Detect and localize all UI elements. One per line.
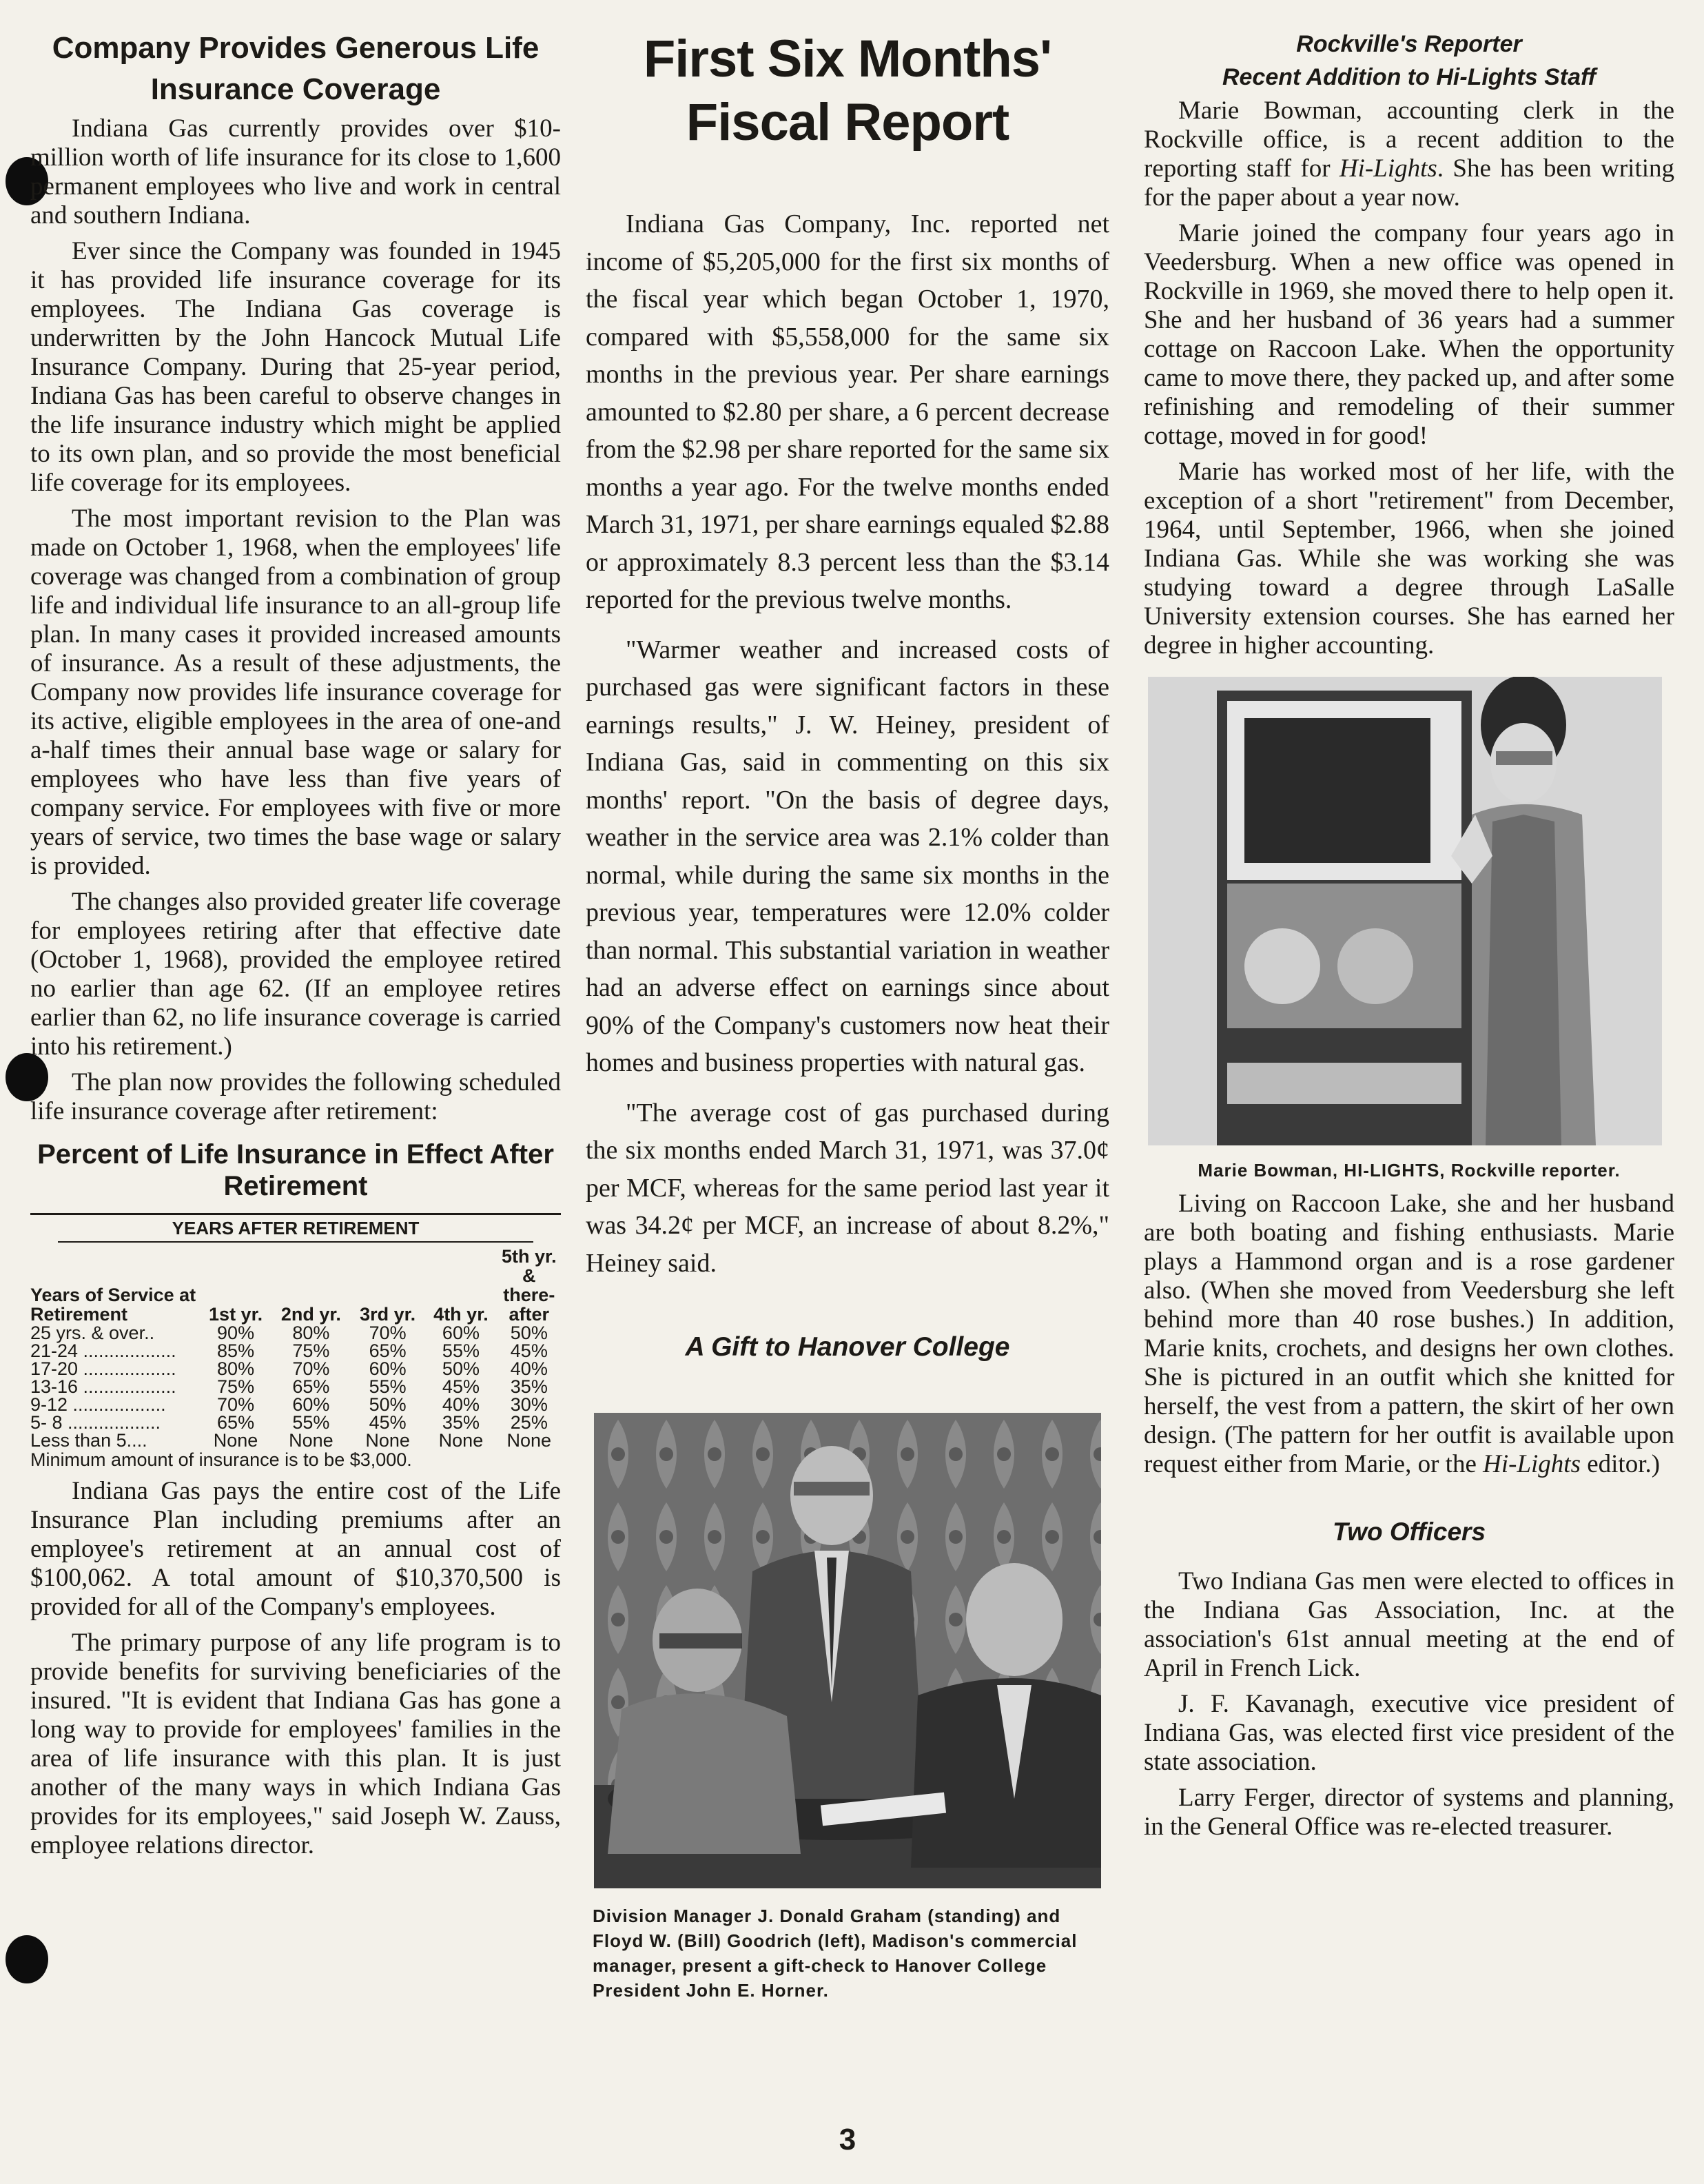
insurance-table: [30, 1213, 561, 1470]
binder-hole-bottom: [6, 1935, 48, 1983]
table-cell: 9-12 ..................: [30, 1394, 166, 1415]
paragraph: Marie Bowman, accounting clerk in the Rockville office, is a recent addition to the reporting staff for Hi-Lights. She has been writing for the paper about a year now.: [1144, 96, 1675, 212]
table-row: [30, 1324, 561, 1342]
table-header: Years of Service at Retirement: [30, 1285, 196, 1325]
gift-photo-image: [594, 1413, 1101, 1888]
table-cell: 35%: [510, 1376, 548, 1397]
table-cell: 60%: [442, 1323, 480, 1343]
table-cell: 13-16 ..................: [30, 1376, 176, 1397]
table-cell: None: [506, 1430, 552, 1451]
paragraph: "The average cost of gas purchased during the six months ended March 31, 1971, was 37.0¢ per MCF, whereas for the same period last year it was 34.2¢ per MCF, an increase of about 8.2%," Heiney said.: [586, 1098, 1109, 1278]
reporter-heading: [1144, 28, 1674, 94]
table-cell: 40%: [510, 1358, 548, 1379]
paragraph: The plan now provides the following scheduled life insurance coverage after retirement:: [30, 1068, 561, 1125]
table-header: 3rd yr.: [360, 1304, 416, 1325]
table-cell: 45%: [510, 1340, 548, 1361]
fiscal-report-article: [586, 28, 1109, 2003]
paragraph: J. F. Kavanagh, executive vice president of Indiana Gas, was elected first vice president of the state association.: [1144, 1690, 1674, 1776]
table-cell: 70%: [292, 1358, 330, 1379]
table-cell: 55%: [442, 1340, 480, 1361]
gift-caption: Division Manager J. Donald Graham (standing) and Floyd W. (Bill) Goodrich (left), Madison's commercial manager, present a gift-check to Hanover College President John E. Horner.: [593, 1906, 1078, 2001]
table-cell: 85%: [217, 1340, 255, 1361]
table-cell: 55%: [369, 1376, 407, 1397]
table-cell: 50%: [510, 1323, 548, 1343]
table-cell: 75%: [217, 1376, 255, 1397]
table-cell: 80%: [292, 1323, 330, 1343]
table-row: [30, 1378, 561, 1396]
table-cell: 21-24 ..................: [30, 1340, 176, 1361]
table-cell: 65%: [292, 1376, 330, 1397]
table-row: [30, 1342, 561, 1360]
table-cell: 25 yrs. & over..: [30, 1323, 155, 1343]
table-cell: 45%: [369, 1412, 407, 1433]
table-cell: 25%: [510, 1412, 548, 1433]
life-insurance-heading: Company Provides Generous Life Insurance Coverage: [52, 31, 540, 106]
table-row: [30, 1431, 561, 1449]
table-cell: 65%: [217, 1412, 255, 1433]
table-cell: None: [213, 1430, 258, 1451]
reporter-article: [1144, 28, 1674, 1848]
paragraph: Ever since the Company was founded in 1945 it has provided life insurance coverage for its employees. The Indiana Gas coverage is underwritten by the John Hancock Mutual Life Insurance Company. During that 25-year period, Indiana Gas has been careful to observe changes in the life insurance industry which might be applied to its own plan, and so provide the most beneficial life coverage for its employees.: [30, 237, 561, 497]
paragraph: Indiana Gas Company, Inc. reported net income of $5,205,000 for the first six months of the fiscal year which began October 1, 1970, compared with $5,558,000 for the same six months in the previous year. Per share earnings amounted to $2.80 per share, a 6 percent decrease from the $2.98 per share reported for the same six months a year ago. For the twelve months ended March 31, 1971, per share earnings equaled $2.88 or approximately 8.3 percent less than the $3.14 reported for the previous twelve months.: [586, 210, 1109, 614]
paragraph: The changes also provided greater life coverage for employees retiring after that effective date (October 1, 1968), provided the employee retired no earlier than age 62. (If an employee retires earlier than 62, no life insurance coverage is carried into his retirement.): [30, 888, 561, 1061]
table-cell: 75%: [292, 1340, 330, 1361]
table-title: Percent of Life Insurance in Effect After Retirement: [37, 1139, 554, 1201]
table-cell: 55%: [292, 1412, 330, 1433]
table-row: [30, 1360, 561, 1378]
table-cell: 70%: [217, 1394, 255, 1415]
table-cell: 70%: [369, 1323, 407, 1343]
reporter-heading-line1: Rockville's Reporter: [1296, 31, 1522, 57]
table-cell: 17-20 ..................: [30, 1358, 176, 1379]
paragraph: Two Indiana Gas men were elected to offices in the Indiana Gas Association, Inc. at the association's 61st annual meeting at the end of April in French Lick.: [1144, 1567, 1674, 1682]
paragraph: Marie has worked most of her life, with the exception of a short "retirement" from December, 1964, until September, 1966, when she joined Indiana Gas. While she was working she was studying toward a degree through LaSalle University extension courses. She has earned her degree in higher accounting.: [1144, 458, 1674, 660]
table-header: 1st yr.: [209, 1304, 263, 1325]
table-cell: 60%: [292, 1394, 330, 1415]
page-number: 3: [839, 2123, 856, 2156]
paragraph: Indiana Gas currently provides over $10-million worth of life insurance for its close to 1,600 permanent employees who live and work in central and southern Indiana.: [30, 114, 561, 229]
marie-bowman-photo-image: [1148, 677, 1662, 1145]
table-cell: 5- 8 ..................: [30, 1412, 161, 1433]
table-cell: None: [365, 1430, 410, 1451]
table-header: 5th yr. & there-after: [502, 1246, 557, 1325]
table-caption: YEARS AFTER RETIREMENT: [58, 1218, 533, 1243]
table-cell: 45%: [442, 1376, 480, 1397]
marie-bowman-photo: [1148, 677, 1662, 1145]
table-footnote: Minimum amount of insurance is to be $3,000.: [30, 1449, 412, 1470]
paragraph: Indiana Gas pays the entire cost of the Life Insurance Plan including premiums after an employee's retirement at an annual cost of $100,062. A total amount of $10,370,500 is provided for all of the Company's employees.: [30, 1477, 561, 1621]
table-cell: 35%: [442, 1412, 480, 1433]
table-cell: 90%: [217, 1323, 255, 1343]
table-cell: 30%: [510, 1394, 548, 1415]
two-officers-heading: Two Officers: [1332, 1518, 1486, 1546]
paragraph: Living on Raccoon Lake, she and her husband are both boating and fishing enthusiasts. Marie plays a Hammond organ and is a rose gardener also. (When she moved from Veedersburg she left behind more than 40 rose bushes.) In addition, Marie knits, crochets, and designs her own clothes. She is pictured in an outfit which she knitted for herself, the vest from a pattern, the skirt of her own design. (The pattern for her outfit is available upon request either from Marie, or the Hi-Lights editor.): [1144, 1190, 1674, 1478]
table-cell: 50%: [442, 1358, 480, 1379]
table-row: [30, 1396, 561, 1414]
table-header: 4th yr.: [433, 1304, 489, 1325]
life-insurance-article: [30, 28, 561, 1867]
paragraph: The most important revision to the Plan was made on October 1, 1968, when the employees' life coverage was changed from a combination of group life and individual life insurance to an all-group life plan. In many cases it provided increased amounts of insurance. As a result of these adjustments, the Company now provides life insurance coverage for its active, eligible employees in the area of one-and a-half times their annual base wage or salary for employees who have less than five years of company service. For employees with five or more years of service, two times the base wage or salary is provided.: [30, 504, 561, 880]
table-header: 2nd yr.: [280, 1304, 341, 1325]
marie-bowman-caption: Marie Bowman, HI-LIGHTS, Rockville reporter.: [1198, 1160, 1621, 1181]
table-cell: 60%: [369, 1358, 407, 1379]
table-cell: 65%: [369, 1340, 407, 1361]
gift-photo: [594, 1413, 1101, 1888]
table-cell: Less than 5....: [30, 1430, 147, 1451]
fiscal-report-heading: First Six Months' Fiscal Report: [643, 30, 1052, 152]
paragraph: "Warmer weather and increased costs of purchased gas were significant factors in these earnings results," J. W. Heiney, president of Indiana Gas, said in commenting on this six months' report. "On the basis of degree days, weather in the service area was 2.1% colder than normal, while during the same six months in the previous year, temperatures were 12.0% colder than normal. This substantial variation in weather had an adverse effect on earnings since about 90% of the Company's customers now heat their homes and business properties with natural gas.: [586, 635, 1109, 1077]
table-cell: 40%: [442, 1394, 480, 1415]
table-row: [30, 1414, 561, 1431]
paragraph: Marie joined the company four years ago in Veedersburg. When a new office was opened in Rockville in 1969, she moved there to help open it. She and her husband of 36 years had a summer cottage on Raccoon Lake. When the opportunity came to move there, they packed up, and after some refinishing and remodeling of their summer cottage, moved in for good!: [1144, 219, 1674, 450]
paragraph: The primary purpose of any life program is to provide benefits for surviving beneficiaries of the insured. "It is evident that Indiana Gas has gone a long way to provide for employees' families in the area of life insurance with this plan. It is just another of the many ways in which Indiana Gas provides for its employees," said Joseph W. Zauss, employee relations director.: [30, 1629, 561, 1859]
gift-heading: A Gift to Hanover College: [685, 1332, 1010, 1362]
reporter-heading-line2: Recent Addition to Hi-Lights Staff: [1222, 64, 1597, 90]
table-cell: 80%: [217, 1358, 255, 1379]
table-cell: None: [438, 1430, 484, 1451]
paragraph: Larry Ferger, director of systems and planning, in the General Office was re-elected treasurer.: [1144, 1784, 1674, 1841]
table-cell: None: [289, 1430, 333, 1451]
table-cell: 50%: [369, 1394, 407, 1415]
